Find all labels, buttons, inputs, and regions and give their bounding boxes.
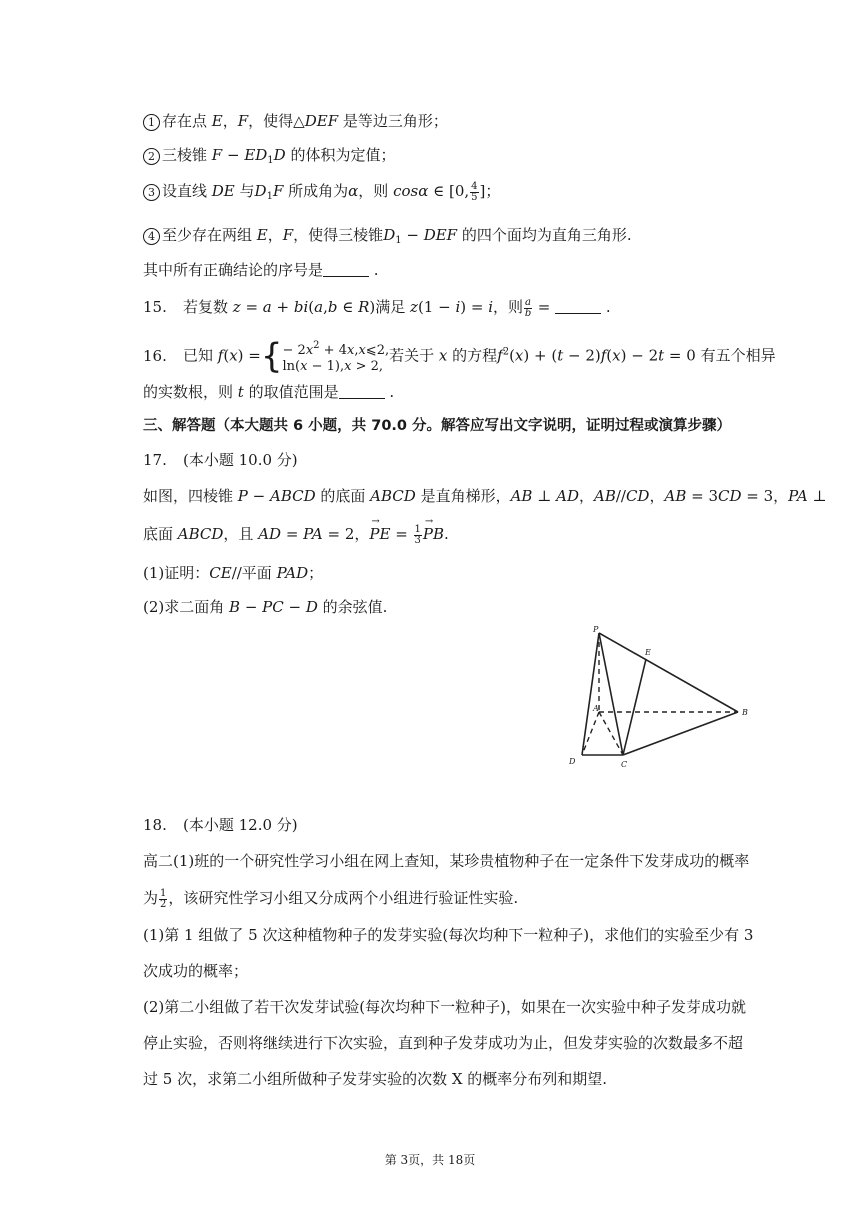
question-17-header: 17. (本小题 10.0 分) <box>143 451 298 469</box>
conclusion-prompt: 其中所有正确结论的序号是 . <box>143 261 379 279</box>
answer-blank[interactable] <box>339 384 385 399</box>
label-E: E <box>645 648 651 657</box>
answer-blank[interactable] <box>323 262 369 277</box>
question-18-part2b: 停止实验，否则将继续进行下次实验，直到种子发芽成功为止，但发芽实验的次数最多不超 <box>143 1034 744 1052</box>
question-15: 15. 若复数 z = a + bi(a,b ∈ R)满足 z(1 − i) = i，则 $\frac{a}{b}$ = . <box>143 296 611 319</box>
page-footer: 第 3页，共 18页 <box>384 1153 476 1167</box>
label-D: D <box>569 757 576 766</box>
question-16: 16. 已知 f(x) ={ − $2x^2$ + 4x,x⩽2, ln(x − 1),x > 2, 若关于 x 的方程$f^2(x) + (t - 2)f(x) - 2t = 0$ 有五个相异 <box>143 336 776 377</box>
answer-blank[interactable] <box>555 299 601 314</box>
question-17-line2: 底面 ABCD，且 AD = PA = 2，→ PE = $\frac{1}{3}$ → PB. <box>143 524 449 546</box>
edge-PB <box>599 633 738 712</box>
label-A: A <box>593 704 599 713</box>
conclusion-3: 3 设直线 DE 与$D_1F$ 所成角为α，则 cosα ∈ [0, $\frac{4}{5}$ ]； <box>143 181 500 207</box>
conclusion-4: 4 至少存在两组 E，F，使得三棱锥$D_1$ − DEF 的四个面均为直角三角形. <box>143 225 632 251</box>
question-18-part1b: 次成功的概率； <box>143 962 249 980</box>
question-17-part1: (1)证明：CE//平面 PAD； <box>143 564 324 582</box>
edge-PD <box>582 633 599 755</box>
question-16-line2: 的实数根，则 t 的取值范围是 . <box>143 383 395 401</box>
question-18-line1: 高二(1)班的一个研究性学习小组在网上查知，某珍贵植物种子在一定条件下发芽成功的概率 <box>143 852 750 870</box>
section-heading: 三、解答题（本大题共 6 小题，共 70.0 分。解答应写出文字说明，证明过程或演算步骤） <box>143 418 732 434</box>
piecewise-cases: − $2x^2$ + 4x,x⩽2, ln(x − 1),x > 2, <box>282 340 390 374</box>
edge-CB <box>623 712 738 755</box>
edge-CE <box>623 659 646 755</box>
label-B: B <box>742 708 748 717</box>
question-18-part2a: (2)第二小组做了若干次发芽试验(每次均种下一粒种子)，如果在一次实验中种子发芽成功就 <box>143 998 746 1016</box>
question-18-part2c: 过 5 次，求第二小组所做种子发芽实验的次数 X 的概率分布列和期望. <box>143 1070 608 1088</box>
question-17-part2: (2)求二面角 B − PC − D 的余弦值. <box>143 598 388 616</box>
question-18-part1a: (1)第 1 组做了 5 次这种植物种子的发芽实验(每次均种下一粒种子)，求他们的实验至少有 3 <box>143 926 754 944</box>
conclusion-1: 1 存在点 E，F，使得△DEF 是等边三角形； <box>143 111 448 131</box>
pyramid-figure <box>560 620 760 780</box>
question-17-line1: 如图，四棱锥 P − ABCD 的底面 ABCD 是直角梯形，AB ⊥ AD，AB//CD，AB = 3CD = 3，PA ⊥ <box>143 487 827 505</box>
question-18-line2: 为 $\frac{1}{2}$ ，该研究性学习小组又分成两个小组进行验证性实验. <box>143 887 519 910</box>
label-P: P <box>593 625 599 634</box>
brace-symbol: { <box>260 336 283 377</box>
edge-PC <box>599 633 623 755</box>
fraction: $\frac{4}{5}$ <box>471 180 478 203</box>
label-C: C <box>621 760 628 769</box>
conclusion-2: 2 三棱锥 $F - ED_1D$ 的体积为定值； <box>143 145 395 171</box>
item-number: 1 <box>143 114 160 131</box>
question-18-header: 18. (本小题 12.0 分) <box>143 816 298 834</box>
